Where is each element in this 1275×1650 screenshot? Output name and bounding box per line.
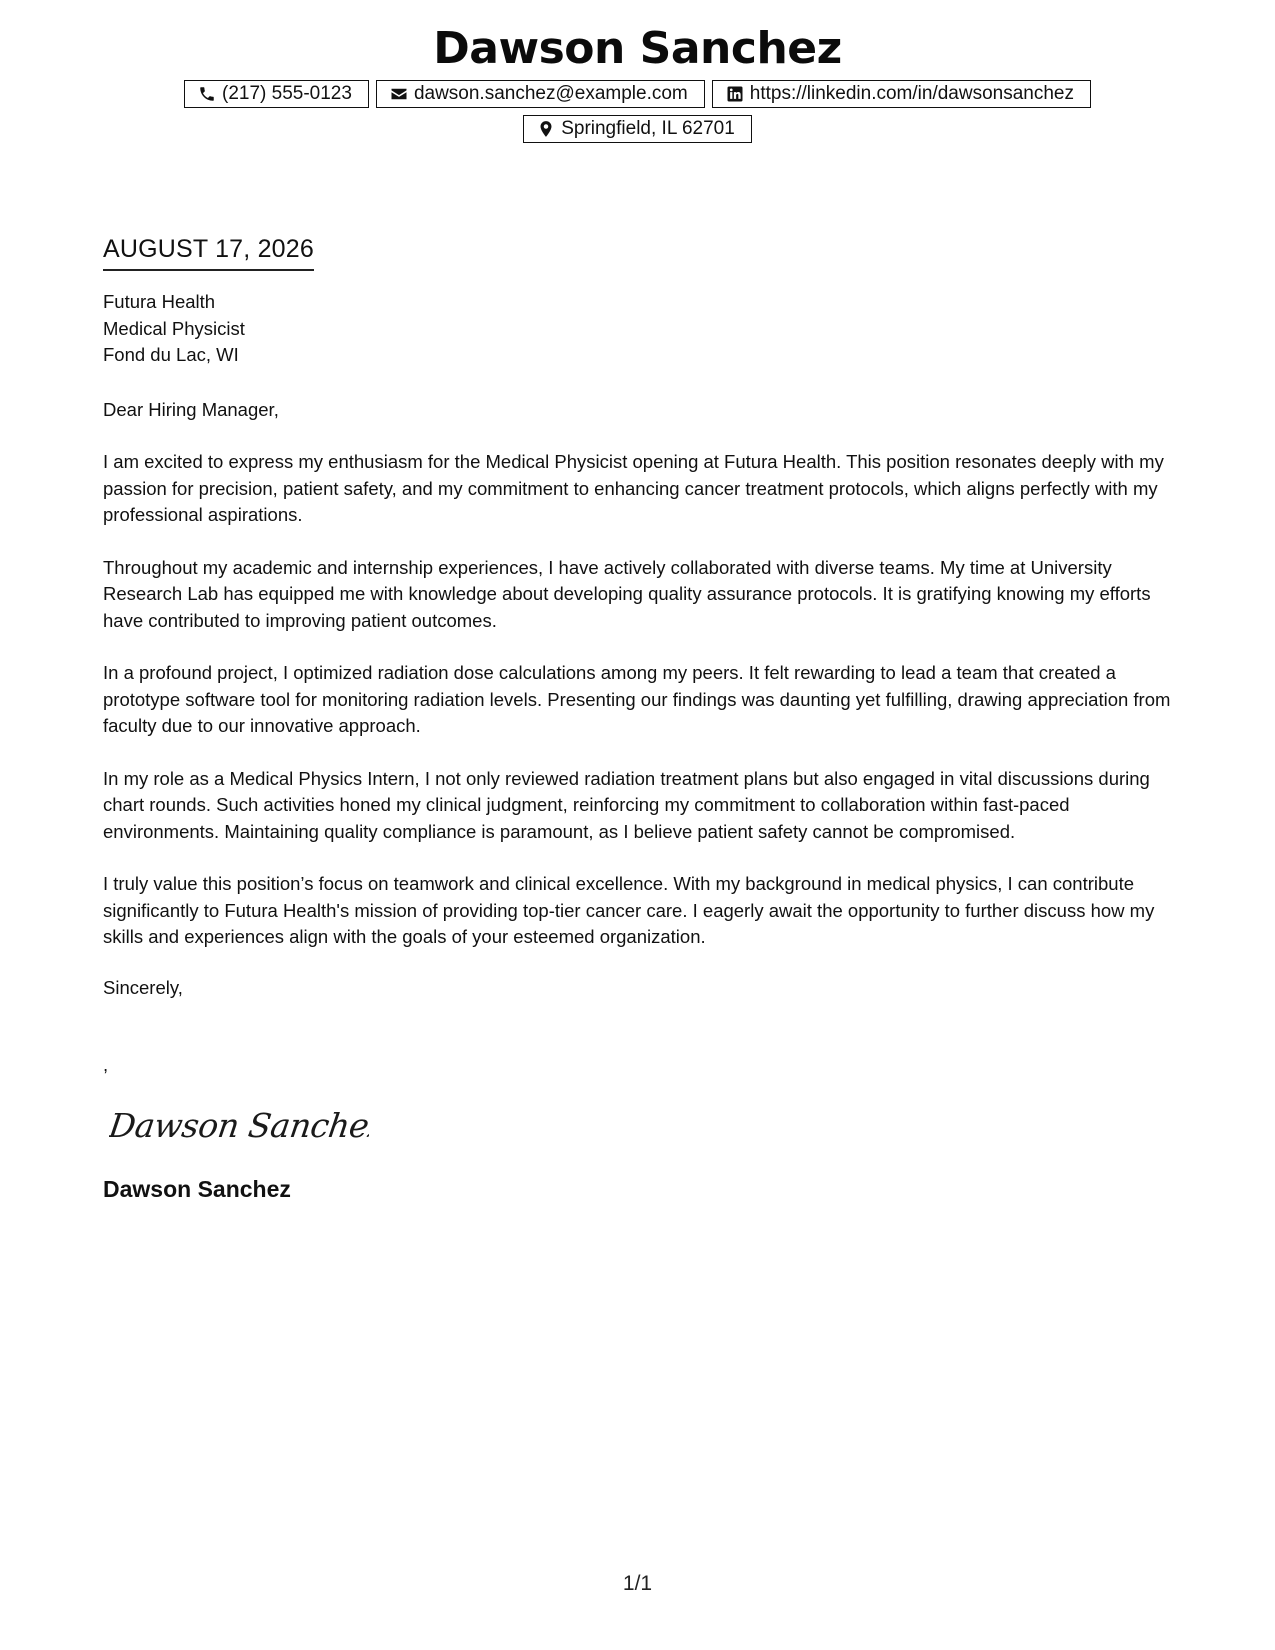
applicant-name: Dawson Sanchez xyxy=(433,23,842,74)
envelope-icon xyxy=(390,85,408,103)
recipient-location: Fond du Lac, WI xyxy=(103,344,239,365)
closing: Sincerely, xyxy=(103,976,183,998)
salutation: Dear Hiring Manager, xyxy=(103,398,279,420)
location-text: Springfield, IL 62701 xyxy=(561,118,735,139)
linkedin-chip[interactable] xyxy=(712,80,1091,108)
page-number: 1/1 xyxy=(622,1572,653,1595)
phone-chip[interactable] xyxy=(184,80,369,108)
contact-row-primary xyxy=(0,80,1275,108)
letter-header xyxy=(0,18,1275,143)
email-chip[interactable] xyxy=(376,80,705,108)
phone-number: (217) 555-0123 xyxy=(222,83,352,104)
map-pin-icon xyxy=(537,120,555,138)
paragraph-4: In my role as a Medical Physics Intern, I not only reviewed radiation treatment plans but also engaged in vital discussions during chart rounds. Such activities honed my clinical judgment, reinforcing my commitment to collaboration within fast-paced environments. Maintaining quality compliance is paramount, as I believe patient safety cannot be compromised. xyxy=(103,767,1150,842)
phone-icon xyxy=(198,85,216,103)
paragraph-3: In a profound project, I optimized radiation dose calculations among my peers. It felt rewarding to lead a team that created a prototype software tool for monitoring radiation levels. Presenting our findings was daunting yet fulfilling, drawing appreciation from faculty due to our innovative approach. xyxy=(103,662,1171,736)
comma-line: , xyxy=(103,1054,109,1075)
recipient-company: Futura Health xyxy=(103,291,216,312)
svg-text:Dawson Sanchez: Dawson Sanchez xyxy=(109,1105,369,1145)
linkedin-icon xyxy=(726,85,744,103)
signer-name: Dawson Sanchez xyxy=(103,1176,291,1202)
handwritten-signature xyxy=(109,1099,369,1149)
recipient-block xyxy=(103,289,1173,369)
linkedin-url: https://linkedin.com/in/dawsonsanchez xyxy=(749,83,1074,104)
letter-body xyxy=(103,232,1173,1204)
paragraph-5: I truly value this position’s focus on teamwork and clinical excellence. With my background in medical physics, I can contribute significantly to Futura Health's mission of providing top-tier cancer care. I eagerly await the opportunity to further discuss how my skills and experiences align with the goals of your esteemed organization. xyxy=(103,873,1155,947)
paragraph-1: I am excited to express my enthusiasm for the Medical Physicist opening at Futura Health. This position resonates deeply with my passion for precision, patient safety, and my commitment to enhancing cancer treatment protocols, which aligns perfectly with my professional aspirations. xyxy=(103,451,1164,525)
paragraph-2: Throughout my academic and internship experiences, I have actively collaborated with diverse teams. My time at University Research Lab has equipped me with knowledge about developing quality assurance protocols. It is gratifying knowing my efforts have contributed to improving patient outcomes. xyxy=(103,556,1151,631)
location-chip[interactable] xyxy=(523,115,752,143)
contact-row-secondary xyxy=(0,115,1275,143)
email-address: dawson.sanchez@example.com xyxy=(413,83,688,104)
letter-date: AUGUST 17, 2026 xyxy=(103,232,314,271)
recipient-position: Medical Physicist xyxy=(103,317,245,339)
